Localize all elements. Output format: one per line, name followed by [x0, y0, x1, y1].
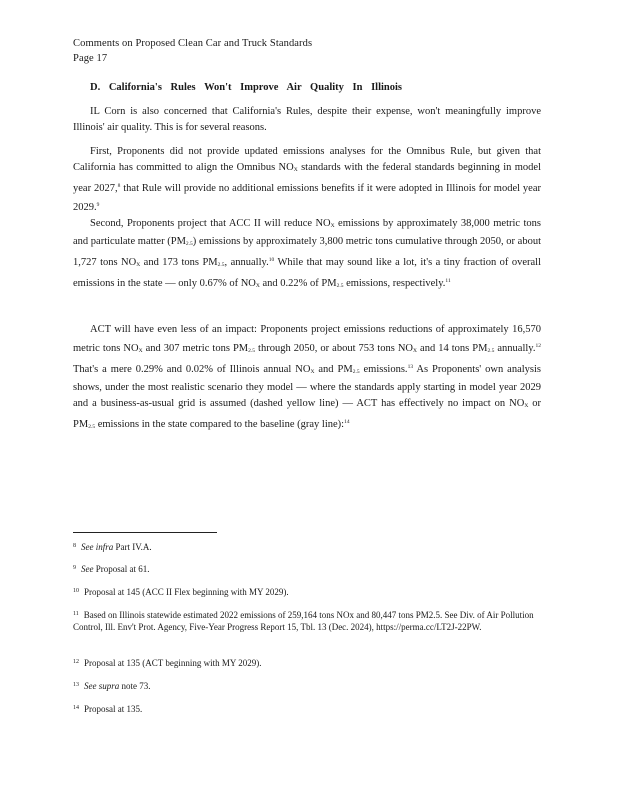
footnote-text: Proposal at 61.: [93, 564, 150, 574]
footnote-ref[interactable]: 13: [407, 364, 414, 370]
footnote-11: [73, 608, 541, 633]
footnote-9: [73, 562, 541, 575]
footnote-10: [73, 585, 541, 598]
paragraph-1-text: IL Corn is also concerned that California's Rules, despite their expense, won't meaningfully improve Illinois' air quality. This is for several reasons.: [73, 106, 541, 133]
footnote-text: Part IV.A.: [113, 542, 152, 552]
p3-text-f: While that may sound like a lot, it's a tiny fraction of overall emissions in the state — only 0.67% of NO: [73, 257, 542, 289]
subscript-2-5: 2.5: [88, 424, 96, 430]
footnote-italic: infra: [95, 542, 114, 552]
footnote-13: [73, 679, 541, 692]
p4-text-e: annually.: [494, 343, 536, 354]
footnote-mark: 11: [73, 611, 79, 617]
footnote-ref[interactable]: 9: [96, 202, 100, 208]
subscript-x: X: [413, 348, 417, 354]
footnote-text: Proposal at 145 (ACC II Flex beginning with MY 2029).: [84, 587, 289, 597]
subscript-2-5: 2.5: [352, 369, 360, 375]
p3-text-a: Second, Proponents project that ACC II will reduce NO: [90, 218, 331, 229]
header-page-number: Page 17: [73, 53, 108, 64]
footnote-signal: See: [84, 681, 97, 691]
p3-text-h: emissions, respectively.: [343, 278, 446, 289]
footnote-signal: See: [81, 542, 94, 552]
paragraph-1: [73, 104, 541, 136]
p4-text-h: emissions.: [359, 364, 408, 375]
subscript-x: X: [136, 262, 141, 268]
footnote-mark: 13: [73, 682, 79, 688]
p4-text-b: and 307 metric tons PM: [142, 343, 249, 354]
subscript-x: X: [255, 283, 260, 289]
footnote-mark: 12: [73, 659, 79, 665]
subscript-2-5: 2.5: [185, 241, 193, 247]
p3-text-b: emissions by approximately 38,000 metric tons and particulate matter (PM: [73, 218, 541, 247]
footnote-signal: See: [81, 564, 94, 574]
footnote-ref[interactable]: 14: [344, 419, 350, 425]
p4-text-i: As Proponents' own analysis shows, under the most realistic scenario they model — where the standards apply starting in model year 2029 and a business-as-usual grid is assumed (dashed yellow line) — ACT has effectively no impact on NO: [73, 364, 541, 409]
subscript-x: X: [310, 369, 315, 375]
footnote-mark: 9: [73, 565, 76, 571]
footnote-mark: 8: [73, 543, 76, 549]
footnote-ref[interactable]: 10: [268, 257, 275, 263]
footnote-12: [73, 656, 541, 669]
footnote-text: Proposal at 135.: [84, 704, 143, 714]
subscript-x: X: [293, 167, 298, 173]
subscript-x: X: [330, 223, 335, 229]
footnote-italic: supra: [98, 681, 120, 691]
subscript-x: X: [524, 403, 529, 409]
footnote-ref[interactable]: 8: [117, 183, 121, 189]
subscript-2-5: 2.5: [248, 348, 255, 354]
p4-text-f: That's a mere 0.29% and 0.02% of Illinois annual NO: [73, 364, 311, 375]
footnote-mark: 10: [73, 588, 79, 594]
section-heading: D. California's Rules Won't Improve Air Quality In Illinois: [90, 82, 403, 93]
footnote-mark: 14: [73, 705, 79, 711]
p3-text-d: and 173 tons PM: [140, 257, 218, 268]
p4-text-j: or PM: [73, 398, 541, 430]
paragraph-4: [73, 322, 541, 435]
p4-text-d: and 14 tons PM: [417, 343, 488, 354]
subscript-2-5: 2.5: [336, 283, 344, 289]
footnote-text: Proposal at 135 (ACT beginning with MY 2029).: [84, 658, 262, 668]
paragraph-2: [73, 144, 541, 216]
p3-text-g: and 0.22% of PM: [259, 278, 337, 289]
subscript-x: X: [138, 348, 143, 354]
footnote-text: note 73.: [119, 681, 151, 691]
footnote-8: [73, 540, 541, 553]
footnote-ref[interactable]: 12: [535, 343, 541, 349]
p2-text-b: standards with the federal standards beginning in model year 2027,: [73, 162, 542, 194]
p3-text-c: ) emissions by approximately 3,800 metric tons cumulative through 2050, or about 1,727 tons NO: [73, 236, 541, 268]
footnote-text: Based on Illinois statewide estimated 2022 emissions of 259,164 tons NOx and 80,447 tons PM2.5. See Div. of Air Pollution Control, Ill. Env't Prot. Agency, Five-Year Progress Report 15, Tbl. 13 (Dec. 2024), https://perma.cc/LT2J-22PW.: [73, 610, 534, 632]
subscript-2-5: 2.5: [487, 348, 495, 354]
p4-text-k: emissions in the state compared to the baseline (gray line):: [95, 419, 345, 430]
footnote-divider: [73, 532, 217, 533]
subscript-2-5: 2.5: [217, 262, 225, 268]
p4-text-a: ACT will have even less of an impact: Proponents project emissions reductions of approximately 16,570 metric tons NO: [73, 324, 541, 354]
header-title: Comments on Proposed Clean Car and Truck Standards: [73, 38, 313, 49]
p4-text-c: through 2050, or about 753 tons NO: [255, 343, 414, 354]
p2-text-c: that Rule will provide no additional emissions benefits if it were adopted in Illinois for model year 2029.: [73, 183, 541, 213]
paragraph-3: [73, 216, 541, 294]
p4-text-g: and PM: [314, 364, 353, 375]
p2-text-a: First, Proponents did not provide updated emissions analyses for the Omnibus Rule, but given that California has committed to align the Omnibus NO: [73, 146, 541, 173]
footnote-14: [73, 702, 541, 715]
p3-text-e: , annually.: [224, 257, 269, 268]
footnote-ref[interactable]: 11: [445, 278, 451, 284]
